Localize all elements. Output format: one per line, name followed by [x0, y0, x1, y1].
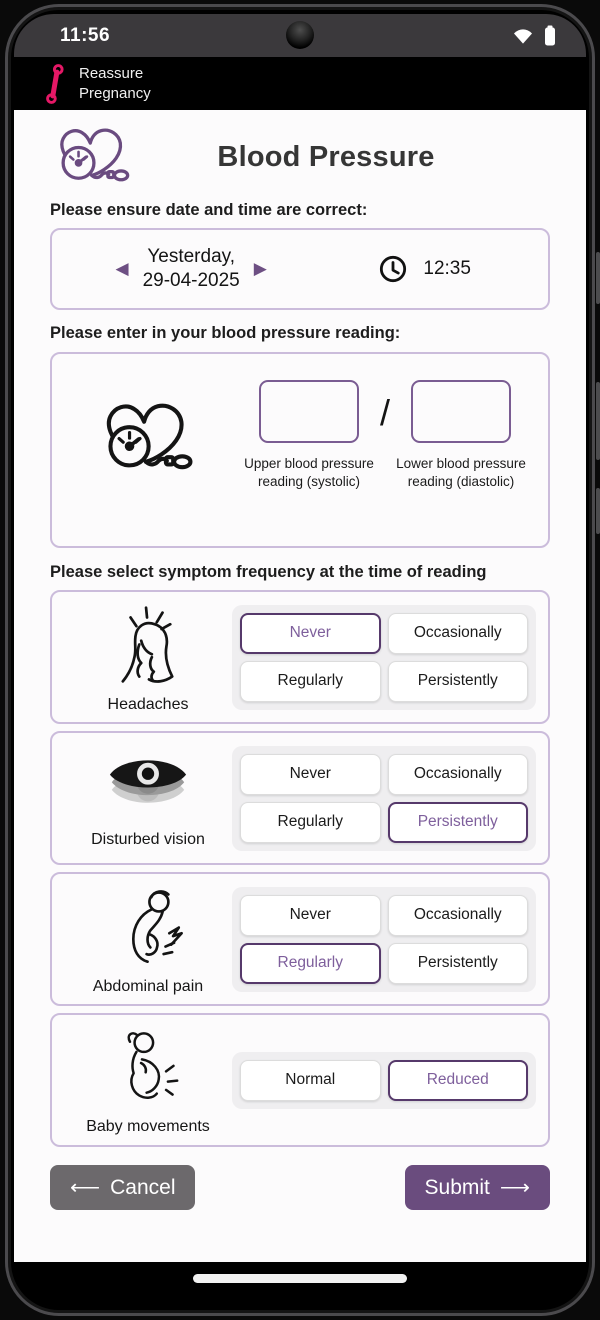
- submit-button[interactable]: [405, 1165, 550, 1210]
- clock-icon[interactable]: [379, 255, 407, 283]
- status-bar: [14, 14, 586, 57]
- symptom-name: Disturbed vision: [91, 830, 205, 848]
- disturbed-vision-icon: [102, 748, 194, 828]
- diastolic-input[interactable]: [411, 380, 511, 443]
- bp-entry-card: [50, 352, 550, 548]
- option-regularly[interactable]: Regularly: [240, 661, 381, 702]
- volume-button: [596, 382, 600, 460]
- cancel-button[interactable]: [50, 1165, 195, 1210]
- app-title-line1: Reassure: [79, 64, 144, 82]
- date-relative-label: Yesterday,: [147, 246, 235, 268]
- option-persistently[interactable]: Persistently: [388, 943, 529, 984]
- option-occasionally[interactable]: Occasionally: [388, 613, 529, 654]
- reassure-pregnancy-logo-icon: [44, 63, 68, 105]
- date-display[interactable]: [143, 245, 240, 294]
- next-day-arrow[interactable]: ▶: [253, 259, 267, 279]
- headache-icon: [105, 601, 191, 693]
- option-regularly[interactable]: Regularly: [240, 802, 381, 843]
- option-never[interactable]: Never: [240, 613, 381, 654]
- assistant-button: [596, 488, 600, 534]
- option-never[interactable]: Never: [240, 895, 381, 936]
- symptom-name: Abdominal pain: [92, 977, 204, 995]
- blood-pressure-heart-gauge-icon: [50, 124, 132, 190]
- home-indicator[interactable]: [193, 1274, 407, 1283]
- abdominal-pain-icon: [103, 883, 193, 975]
- time-value[interactable]: 12:35: [423, 258, 471, 280]
- battery-icon: [544, 25, 556, 46]
- camera-punch-hole: [286, 21, 314, 49]
- symptom-card-baby-movements: [50, 1013, 550, 1147]
- power-button: [596, 252, 600, 304]
- cancel-label: Cancel: [110, 1175, 176, 1199]
- right-arrow-icon: ⟶: [499, 1176, 530, 1200]
- gesture-nav-bar: [14, 1262, 586, 1306]
- symptom-card-headaches: [50, 590, 550, 724]
- page-title: Blood Pressure: [217, 140, 435, 173]
- option-reduced[interactable]: Reduced: [388, 1060, 529, 1101]
- symptom-card-abdominal-pain: [50, 872, 550, 1006]
- option-normal[interactable]: Normal: [240, 1060, 381, 1101]
- diastolic-label: Lower blood pressure reading (diastolic): [396, 455, 526, 490]
- app-bar: [14, 57, 586, 110]
- main-content: [14, 110, 586, 1262]
- submit-label: Submit: [424, 1175, 490, 1199]
- left-arrow-icon: ⟵: [70, 1176, 101, 1200]
- baby-movements-icon: [104, 1025, 192, 1115]
- status-time: 11:56: [60, 24, 111, 46]
- option-occasionally[interactable]: Occasionally: [388, 895, 529, 936]
- option-regularly[interactable]: Regularly: [240, 943, 381, 984]
- date-value: 29-04-2025: [142, 270, 240, 292]
- systolic-label: Upper blood pressure reading (systolic): [244, 455, 374, 490]
- symptom-name: Baby movements: [86, 1117, 210, 1135]
- app-title: [79, 64, 151, 104]
- datetime-section-label: Please ensure date and time are correct:: [50, 201, 368, 219]
- option-persistently[interactable]: Persistently: [388, 802, 529, 843]
- symptom-name: Headaches: [107, 695, 189, 713]
- phone-screen: [14, 14, 586, 1306]
- option-never[interactable]: Never: [240, 754, 381, 795]
- datetime-picker: [50, 228, 550, 310]
- heart-gauge-icon: [60, 398, 230, 480]
- symptom-section-label: Please select symptom frequency at the time of reading: [50, 562, 487, 581]
- wifi-icon: [512, 27, 534, 45]
- option-persistently[interactable]: Persistently: [388, 661, 529, 702]
- systolic-input[interactable]: [259, 380, 359, 443]
- app-title-line2: Pregnancy: [79, 84, 151, 102]
- bp-section-label: Please enter in your blood pressure reading:: [50, 324, 401, 343]
- previous-day-arrow[interactable]: ◀: [115, 259, 129, 279]
- option-occasionally[interactable]: Occasionally: [388, 754, 529, 795]
- bp-slash-divider: /: [379, 391, 390, 433]
- symptom-card-disturbed-vision: [50, 731, 550, 865]
